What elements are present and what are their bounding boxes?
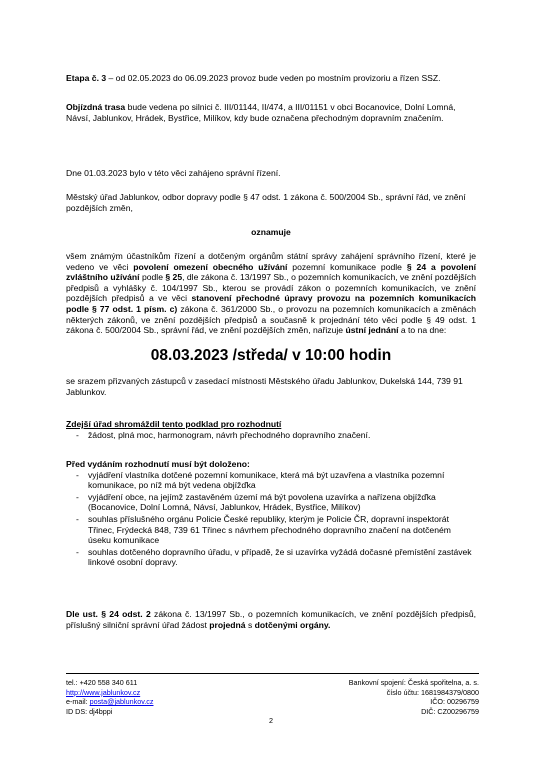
main-bold-2: § 24 a povolení zvláštního užívání [66, 261, 477, 283]
list-item: - vyjádření obce, na jejímž zastavěném území má být povolena uzavírka a nařízena objížďka (Bocanovice, Dolní Lomná, Návsí, Jablunkov, Hrádek, Bystřice, Milíkov) [74, 492, 476, 513]
list-item: - žádost, plná moc, harmonogram, návrh přechodného dopravního značení. [74, 430, 476, 441]
pred-vydanim-heading: Před vydáním rozhodnutí musí být doloženo: [66, 459, 250, 469]
page-number: 2 [269, 716, 273, 725]
footer-bank [300, 678, 479, 716]
footer-phone: tel.: +420 558 340 611 [66, 678, 138, 687]
footer-dic: DIČ: CZ00296759 [421, 706, 479, 716]
footer-divider [66, 673, 479, 674]
footer-email-label: e-mail: [66, 697, 90, 707]
main-paragraph [66, 251, 476, 336]
etapa-3-text: – od 02.05.2023 do 06.09.2023 provoz bude veden po mostním provizoriu a řízen SSZ. [106, 73, 441, 83]
list-item: - vyjádření vlastníka dotčené pozemní komunikace, která má být uzavřena a vlastníka pozemní komunikace, po níž má být vedena objížďka [74, 470, 476, 491]
footer-ico: IČO: 00296759 [430, 697, 479, 707]
dle-bold-1: Dle ust. § 24 odst. 2 [66, 609, 151, 619]
zdejsi-urad-list [74, 430, 476, 441]
pred-vydanim-list [74, 470, 476, 568]
main-text-2: pozemní komunikace podle [287, 261, 407, 272]
dle-text-2: s [245, 619, 255, 630]
footer-data-box-id: ID DS: dj4bppi [66, 706, 113, 716]
footer-account: číslo účtu: 1681984379/0800 [386, 687, 479, 697]
footer-email-line [66, 697, 266, 707]
list-item: - souhlas příslušného orgánu Policie České republiky, kterým je Policie ČR, dopravní inspektorát Třinec, Frýdecká 848, 739 61 Třinec s návrhem přechodného dopravního značení na dotčeném úseku komunikace [74, 514, 476, 546]
srazem-paragraph: se srazem přizvaných zástupců v zasedací místnosti Městského úřadu Jablunkov, Dukelská 144, 739 91 Jablunkov. [66, 376, 463, 397]
footer-bank-name: Bankovní spojení: Česká spořitelna, a. s. [348, 678, 479, 687]
main-bold-3: § 25 [165, 272, 183, 283]
main-bold-4: stanovení přechodné úpravy provozu na pozemních komunikacích podle § 77 odst. 1 písm. c) [66, 293, 476, 314]
dle-text-1: zákona č. 13/1997 Sb., o pozemních komunikacích, ve znění pozdějších předpisů, příslušný silniční správní úřad žádost [66, 609, 476, 630]
zdejsi-urad-section [66, 419, 476, 441]
dle-ust-paragraph [66, 609, 476, 630]
zahajeni-rizeni-text: Dne 01.03.2023 bylo v této věci zahájeno správní řízení. [66, 168, 281, 178]
dle-bold-3: dotčenými orgány. [254, 619, 331, 630]
mestsky-urad-paragraph: Městský úřad Jablunkov, odbor dopravy podle § 47 odst. 1 zákona č. 500/2004 Sb., správní řád, ve znění pozdějších změn, [66, 192, 466, 213]
oznamuje-heading [66, 227, 476, 238]
pred-vydanim-section [66, 459, 476, 569]
main-bold-1: povolení omezení obecného užívání [133, 261, 288, 272]
dle-bold-2: projedná [209, 619, 246, 630]
zdejsi-urad-heading: Zdejší úřad shromáždil tento podklad pro rozhodnutí [66, 419, 282, 429]
oznamuje-label: oznamuje [251, 227, 291, 237]
hearing-date-heading: 08.03.2023 /středa/ v 10:00 hodin [150, 347, 392, 364]
main-text-3: podle [139, 272, 166, 283]
objizdna-trasa-label: Objízdná trasa [66, 102, 126, 112]
main-text-1: všem známým účastníkům řízení a dotčeným orgánům státní správy zahájení správního řízení, které je vedeno ve věci [66, 251, 476, 272]
main-text-6: a to na dne: [398, 325, 447, 336]
main-bold-5: ústní jednání [345, 325, 399, 336]
main-text-4: , dle zákona č. 13/1997 Sb., o pozemních komunikacích, ve znění pozdějších předpisů a vyhlášky č. 104/1997 Sb., kterou se provádí zákon o pozemních komunikacích, ve znění pozdějších předpisů a ve věci [66, 272, 476, 304]
etapa-3-label: Etapa č. 3 [66, 73, 107, 83]
footer-email-link[interactable]: posta@jablunkov.cz [89, 697, 154, 707]
objizdna-trasa-text: bude vedena po silnici č. III/01144, II/474, a III/01151 v obci Bocanovice, Dolní Lomná, Návsí, Jablunkov, Hrádek, Bystřice, Milíkov, kdy bude označena přechodným dopravním značením. [66, 102, 456, 123]
list-item: - souhlas dotčeného dopravního úřadu, v případě, že si uzavírka vyžádá dočasné přemístění zastávek linkové osobní dopravy. [74, 547, 476, 568]
footer-web-link[interactable]: http://www.jablunkov.cz [66, 687, 141, 697]
main-text-5: zákona č. 361/2000 Sb., o provozu na pozemních komunikacích a změnách některých zákonů, ve znění pozdějších předpisů a současně k projednání této věci podle § 49 odst. 1 zákona č. 500/2004 Sb., správní řád, ve znění pozdějších změn, nařizuje [66, 303, 476, 336]
objizdna-trasa-paragraph [66, 102, 476, 123]
etapa-3-paragraph [66, 73, 476, 84]
footer-contact [66, 678, 266, 716]
